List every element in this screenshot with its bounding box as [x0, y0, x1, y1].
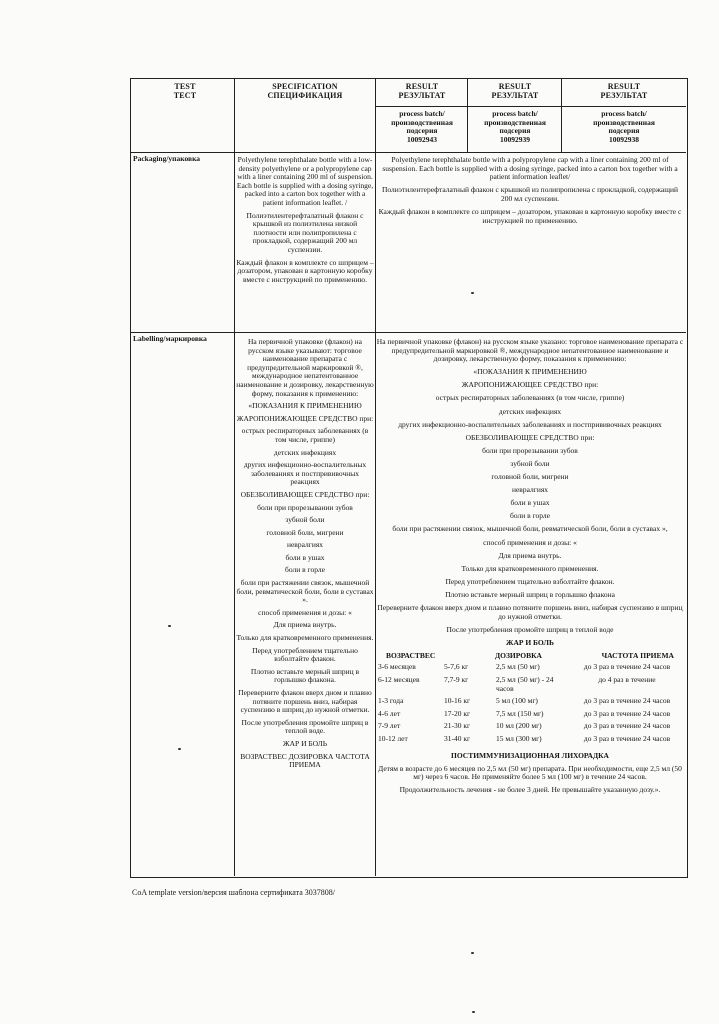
divider-col-result1 [467, 78, 468, 152]
labelling-result-text: Для приема внутрь. [498, 550, 562, 560]
labelling-result-text: После употребления промойте шприц в теплой воде [446, 624, 614, 634]
labelling-result-text: боли при прорезывании зубов [482, 445, 578, 455]
dose-weight: 10-16 кг [444, 696, 471, 706]
batch-1-line: подсерия [406, 126, 438, 135]
packaging-spec-en: Polyethylene terephthalate bottle with a low-density polyethylene or a polypropylene cap with a liner containing 200 ml of suspension. Each bottle is supplied with a dosing syringe, packed into a carton box together with a patient information leaflet. / [236, 155, 374, 207]
labelling-spec-text: Для приема внутрь. [273, 620, 337, 630]
labelling-spec-text: боли в горле [285, 565, 325, 575]
batch-1-line: производственная [391, 117, 453, 127]
labelling-result-text: невралгиях [511, 485, 549, 495]
dose-amount: 2,5 мл (50 мг) [496, 662, 540, 672]
batch-3-number: 10092938 [609, 134, 639, 144]
header-result-3 [564, 82, 684, 100]
batch-2 [470, 110, 560, 144]
batch-2-line: process batch/ [492, 109, 538, 118]
result-3-title-ru: РЕЗУЛЬТАТ [600, 91, 648, 100]
dose-weight: 31-40 кг [444, 734, 471, 743]
dose-frequency: до 3 раз в течение 24 часов [583, 721, 671, 731]
header-specification [236, 82, 374, 100]
labelling-spec-text: Переверните флакон вверх дном и плавно потяните поршень вниз, набирая суспензию в шприц до нужной отметки. [238, 688, 372, 715]
header-test [140, 82, 230, 100]
labelling-spec-text: зубной боли [285, 515, 325, 525]
batch-3 [564, 110, 684, 144]
dose-weight: 7,7-9 кг [444, 675, 469, 685]
dose-table [376, 663, 684, 747]
scan-speck [168, 625, 171, 627]
packaging-result [376, 156, 684, 230]
labelling-spec-text: других инфекционно-воспалительных заболеваниях и постпрививочных реакциях [243, 460, 367, 487]
result-1-title-ru: РЕЗУЛЬТАТ [398, 91, 446, 100]
batch-1 [378, 110, 466, 144]
packaging-result-ru: Полиэтилентерефталатный флакон с крышкой из полипропилена с прокладкой, содержащий 200 мл суспензии. [381, 185, 679, 203]
dose-age: 7-9 лет [378, 721, 401, 731]
labelling-spec-text: головной боли, мигрени [266, 527, 344, 537]
header-result-2 [470, 82, 560, 100]
dose-frequency: до 3 раз в течение 24 часов [583, 734, 671, 743]
result-1-title-en: RESULT [405, 82, 439, 91]
divider-result-header [375, 106, 686, 107]
result-2-title-en: RESULT [498, 82, 532, 91]
divider-header-row [130, 152, 686, 153]
dose-age: 10-12 лет [378, 734, 408, 743]
post-immunization-heading: ПОСТИММУНИЗАЦИОННАЯ ЛИХОРАДКА [451, 750, 609, 760]
dose-header-frequency: ЧАСТОТА ПРИЕМА [601, 650, 674, 660]
divider-col-result2 [561, 78, 562, 152]
labelling-result-text: других инфекционно-воспалительных заболеваниях и постпрививочных реакциях [398, 419, 662, 429]
packaging-spec-ru: Полиэтилентерефталатный флакон с крышкой из полиэтилена низкой плотности или полипропилена с прокладкой, содержащий 200 мл суспензии. [246, 210, 364, 254]
dose-weight: 5-7,6 кг [444, 662, 469, 672]
table-row [376, 697, 684, 710]
row-label-packaging: Packaging/упаковка [133, 154, 201, 163]
header-result-1 [378, 82, 466, 100]
table-row [376, 676, 684, 697]
labelling-spec-text: способ применения и дозы: « [258, 607, 352, 617]
labelling-result-text: ЖАРОПОНИЖАЮЩЕЕ СРЕДСТВО при: [461, 380, 599, 390]
labelling-result-text: головной боли, мигрени [491, 472, 569, 482]
labelling-spec-text: ЖАР И БОЛЬ [282, 738, 328, 748]
dose-amount: 15 мл (300 мг) [496, 734, 542, 743]
labelling-result-text: Продолжительность лечения - не более 3 дней. Не превышайте указанную дозу.». [399, 785, 661, 795]
labelling-spec-text: ВОЗРАСТВЕС ДОЗИРОВКА ЧАСТОТА ПРИЕМА [240, 751, 370, 770]
batch-1-line: process batch/ [399, 109, 445, 118]
labelling-result-text: Переверните флакон вверх дном и плавно потяните поршень вниз, набирая суспензию в шприц до нужной отметки. [377, 602, 683, 621]
dose-weight: 17-20 кг [444, 708, 471, 718]
labelling-spec-text: «ПОКАЗАНИЯ К ПРИМЕНЕНИЮ [248, 401, 362, 411]
dose-frequency: до 3 раз в течение 24 часов [583, 708, 671, 718]
labelling-spec-text: детских инфекциях [273, 447, 337, 457]
scan-speck [472, 1011, 475, 1013]
labelling-result-text: Перед употреблением тщательно взболтайте флакон. [445, 576, 615, 586]
header-spec-en: SPECIFICATION [272, 82, 338, 91]
dose-age: 6-12 месяцев [378, 675, 420, 685]
scan-speck [178, 748, 181, 750]
labelling-result-text: «ПОКАЗАНИЯ К ПРИМЕНЕНИЮ [473, 367, 587, 377]
labelling-spec-text: боли в ушах [285, 552, 325, 562]
labelling-spec-text: боли при растяжении связок, мышечной боли, ревматической боли, боли в суставах ». [236, 578, 374, 605]
batch-1-number: 10092943 [407, 134, 437, 144]
labelling-spec-text: ОБЕЗБОЛИВАЮЩЕЕ СРЕДСТВО при: [240, 489, 370, 499]
labelling-spec-text: Только для кратковременного применения. [236, 633, 374, 643]
labelling-result-text: Детям в возрасте до 6 месяцев по 2,5 мл (50 мг) препарата. При необходимости, еще 2,5 мл (50 мг) через 6 часов. Не применяйте более 5 мл (100 мг) в течение 24 часов. [378, 763, 682, 782]
dose-frequency: до 3 раз в течение 24 часов [583, 662, 671, 672]
table-row [376, 735, 684, 748]
scan-speck [471, 952, 474, 954]
result-2-title-ru: РЕЗУЛЬТАТ [491, 91, 539, 100]
labelling-result-text: боли в ушах [510, 498, 550, 508]
batch-2-line: подсерия [499, 126, 531, 135]
packaging-result-en: Polyethylene terephthalate bottle with a polypropylene cap with a liner containing 200 ml of suspension. Each bottle is supplied with a dosing syringe, packed into a carton box together with a patient information leaflet/ [382, 155, 678, 182]
labelling-spec-text: острых респираторных заболеваниях (в том числе, гриппе) [241, 426, 369, 444]
batch-3-line: process batch/ [601, 109, 647, 118]
dose-age: 1-3 года [378, 696, 404, 706]
dose-amount: 5 мл (100 мг) [496, 696, 538, 706]
labelling-spec-text: Плотно вставьте мерный шприц в горлышко флакона. [250, 666, 360, 685]
labelling-result-text: острых респираторных заболеваниях (в том числе, гриппе) [435, 393, 625, 403]
dose-amount: 2,5 мл (50 мг) - 24 часов [496, 675, 554, 693]
dose-header-dose: ДОЗИРОВКА [494, 650, 542, 660]
header-test-en: TEST [174, 82, 196, 91]
labelling-result-text: зубной боли [510, 458, 550, 468]
footer-template-version: CoA template version/версия шаблона сертификата 3037808/ [132, 888, 335, 897]
labelling-result-text: Только для кратковременного применения. [461, 563, 599, 573]
batch-3-line: подсерия [608, 126, 640, 135]
dose-weight: 21-30 кг [444, 721, 471, 731]
batch-2-line: производственная [484, 117, 546, 127]
result-3-title-en: RESULT [607, 82, 641, 91]
packaging-spec-ru-kit: Каждый флакон в комплекте со шприцем – дозатором, упакован в картонную коробку вместе с инструкцией по применению. [236, 257, 374, 284]
labelling-result-text: Плотно вставьте мерный шприц в горлышко флакона [445, 589, 615, 599]
batch-3-line: производственная [593, 117, 655, 127]
header-test-ru: ТЕСТ [173, 91, 197, 100]
dose-frequency: до 4 раз в течение [598, 675, 656, 685]
dose-frequency: до 3 раз в течение 24 часов [583, 696, 671, 706]
labelling-result-text: боли в горле [510, 511, 550, 521]
divider-packaging-row [130, 332, 686, 333]
labelling-spec-text: На первичной упаковке (флакон) на русском языке указывают: торговое наименование препарата с предупредительной маркировкой ®, международное непатентованное наименование и дозировку, лекарственную форму, показания к применению: [236, 337, 374, 398]
divider-col-test [234, 78, 235, 876]
dose-age: 3-6 месяцев [378, 662, 416, 672]
packaging-spec [236, 156, 374, 288]
batch-2-number: 10092939 [500, 134, 530, 144]
labelling-result-text: боли при растяжении связок, мышечной боли, ревматической боли, боли в суставах », [392, 524, 668, 534]
row-label-labelling: Labelling/маркировка [133, 334, 207, 343]
labelling-spec-text: боли при прорезывании зубов [257, 502, 353, 512]
dose-age: 4-6 лет [378, 708, 401, 718]
labelling-spec-text: Перед употреблением тщательно взболтайте флакон. [252, 645, 358, 664]
scan-speck [471, 292, 474, 294]
labelling-result-text: детских инфекциях [498, 406, 562, 416]
labelling-spec-text: невралгиях [286, 540, 324, 550]
labelling-spec [236, 338, 374, 774]
dose-table-header [376, 652, 684, 661]
dose-header-age: ВОЗРАСТВЕС [386, 650, 436, 660]
labelling-result-text: На первичной упаковке (флакон) на русском языке указано: торговое наименование препарата с предупредительной маркировкой ®, международное непатентованное наименование и дозировку, лекарственную форму, показания к применению: [376, 337, 684, 364]
dose-amount: 7,5 мл (150 мг) [496, 708, 544, 718]
labelling-result-text: ОБЕЗБОЛИВАЮЩЕЕ СРЕДСТВО при: [465, 432, 595, 442]
packaging-result-ru-kit: Каждый флакон в комплекте со шприцем – дозатором, упакован в картонную коробку вместе с инструкцией по применению. [378, 206, 682, 225]
labelling-result-text: способ применения и дозы: « [483, 537, 577, 547]
labelling-result [376, 338, 684, 799]
dose-amount: 10 мл (200 мг) [496, 721, 542, 731]
labelling-spec-text: ЖАРОПОНИЖАЮЩЕЕ СРЕДСТВО при: [236, 413, 374, 423]
header-spec-ru: СПЕЦИФИКАЦИЯ [267, 91, 343, 100]
labelling-spec-text: После употребления промойте шприц в теплой воде. [241, 717, 369, 736]
fever-pain-heading: ЖАР И БОЛЬ [506, 637, 554, 647]
